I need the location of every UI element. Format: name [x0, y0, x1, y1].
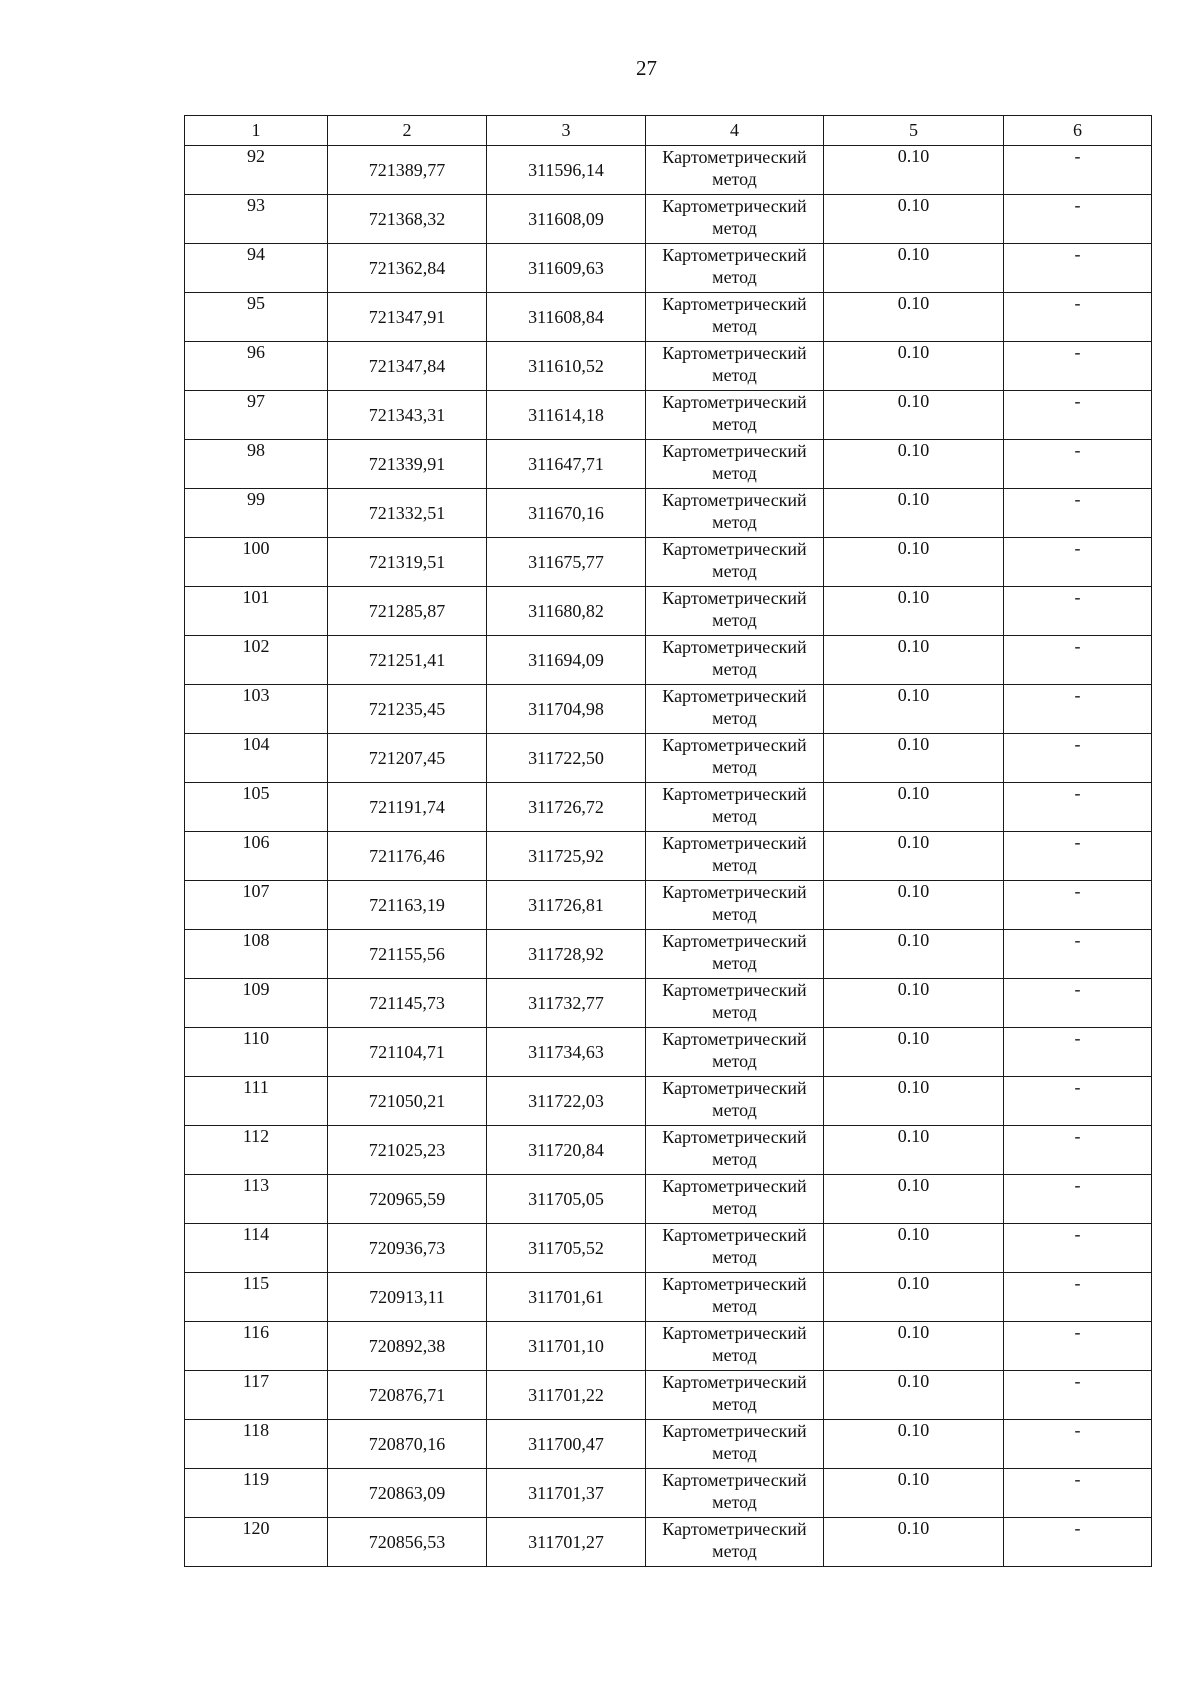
- note-cell: -: [1004, 440, 1152, 489]
- note-cell: -: [1004, 293, 1152, 342]
- coordinate-x-cell: 720892,38: [328, 1322, 487, 1371]
- coordinate-y-cell: 311722,03: [487, 1077, 646, 1126]
- method-cell: [646, 195, 824, 244]
- point-number-cell: 115: [185, 1273, 328, 1322]
- table-row: [185, 881, 1152, 930]
- method-cell: [646, 832, 824, 881]
- coordinate-x-cell: 721163,19: [328, 881, 487, 930]
- method-line-1: Картометрический: [662, 1470, 807, 1490]
- note-cell: -: [1004, 636, 1152, 685]
- coordinate-y-cell: 311675,77: [487, 538, 646, 587]
- point-number-cell: 117: [185, 1371, 328, 1420]
- note-cell: -: [1004, 930, 1152, 979]
- accuracy-cell: 0.10: [824, 1028, 1004, 1077]
- accuracy-cell: 0.10: [824, 1371, 1004, 1420]
- accuracy-cell: 0.10: [824, 832, 1004, 881]
- method-line-2: метод: [712, 1296, 757, 1316]
- table-row: [185, 293, 1152, 342]
- table-row: [185, 587, 1152, 636]
- method-cell: [646, 1518, 824, 1567]
- coordinate-x-cell: 721389,77: [328, 146, 487, 195]
- coordinate-x-cell: 721050,21: [328, 1077, 487, 1126]
- coordinate-x-cell: 721251,41: [328, 636, 487, 685]
- method-line-2: метод: [712, 1247, 757, 1267]
- coordinate-y-cell: 311647,71: [487, 440, 646, 489]
- note-cell: -: [1004, 1126, 1152, 1175]
- coordinate-y-cell: 311608,84: [487, 293, 646, 342]
- point-number-cell: 110: [185, 1028, 328, 1077]
- accuracy-cell: 0.10: [824, 1175, 1004, 1224]
- method-line-1: Картометрический: [662, 735, 807, 755]
- method-cell: [646, 979, 824, 1028]
- method-line-2: метод: [712, 316, 757, 336]
- coordinate-x-cell: 720913,11: [328, 1273, 487, 1322]
- coordinate-x-cell: 721145,73: [328, 979, 487, 1028]
- table-row: [185, 1518, 1152, 1567]
- accuracy-cell: 0.10: [824, 1469, 1004, 1518]
- note-cell: -: [1004, 342, 1152, 391]
- column-header: 3: [487, 116, 646, 146]
- method-cell: [646, 440, 824, 489]
- accuracy-cell: 0.10: [824, 685, 1004, 734]
- coordinate-y-cell: 311614,18: [487, 391, 646, 440]
- point-number-cell: 119: [185, 1469, 328, 1518]
- accuracy-cell: 0.10: [824, 195, 1004, 244]
- method-line-1: Картометрический: [662, 1225, 807, 1245]
- method-line-1: Картометрический: [662, 1274, 807, 1294]
- table-row: [185, 832, 1152, 881]
- method-line-2: метод: [712, 1345, 757, 1365]
- column-header: 1: [185, 116, 328, 146]
- method-cell: [646, 783, 824, 832]
- note-cell: -: [1004, 391, 1152, 440]
- table-row: [185, 391, 1152, 440]
- method-cell: [646, 146, 824, 195]
- table-header-row: [185, 116, 1152, 146]
- method-line-1: Картометрический: [662, 1421, 807, 1441]
- coordinate-x-cell: 721319,51: [328, 538, 487, 587]
- coordinate-x-cell: 721104,71: [328, 1028, 487, 1077]
- method-line-1: Картометрический: [662, 588, 807, 608]
- note-cell: -: [1004, 1224, 1152, 1273]
- method-cell: [646, 391, 824, 440]
- method-cell: [646, 930, 824, 979]
- table-row: [185, 342, 1152, 391]
- point-number-cell: 100: [185, 538, 328, 587]
- method-cell: [646, 1077, 824, 1126]
- point-number-cell: 114: [185, 1224, 328, 1273]
- point-number-cell: 99: [185, 489, 328, 538]
- accuracy-cell: 0.10: [824, 293, 1004, 342]
- method-line-2: метод: [712, 365, 757, 385]
- method-cell: [646, 881, 824, 930]
- coordinate-y-cell: 311701,37: [487, 1469, 646, 1518]
- method-line-1: Картометрический: [662, 686, 807, 706]
- point-number-cell: 94: [185, 244, 328, 293]
- method-cell: [646, 685, 824, 734]
- method-line-1: Картометрический: [662, 343, 807, 363]
- method-line-2: метод: [712, 1198, 757, 1218]
- method-line-1: Картометрический: [662, 245, 807, 265]
- coordinate-x-cell: 721347,91: [328, 293, 487, 342]
- method-line-1: Картометрический: [662, 931, 807, 951]
- point-number-cell: 109: [185, 979, 328, 1028]
- column-header: 2: [328, 116, 487, 146]
- coordinate-y-cell: 311701,61: [487, 1273, 646, 1322]
- coordinate-y-cell: 311670,16: [487, 489, 646, 538]
- method-line-1: Картометрический: [662, 1127, 807, 1147]
- note-cell: -: [1004, 1077, 1152, 1126]
- coordinate-y-cell: 311608,09: [487, 195, 646, 244]
- accuracy-cell: 0.10: [824, 1322, 1004, 1371]
- accuracy-cell: 0.10: [824, 587, 1004, 636]
- method-line-2: метод: [712, 463, 757, 483]
- note-cell: -: [1004, 1322, 1152, 1371]
- note-cell: -: [1004, 979, 1152, 1028]
- note-cell: -: [1004, 1028, 1152, 1077]
- point-number-cell: 106: [185, 832, 328, 881]
- accuracy-cell: 0.10: [824, 489, 1004, 538]
- method-cell: [646, 636, 824, 685]
- method-cell: [646, 1175, 824, 1224]
- accuracy-cell: 0.10: [824, 440, 1004, 489]
- note-cell: -: [1004, 1420, 1152, 1469]
- table-row: [185, 1273, 1152, 1322]
- coordinate-y-cell: 311720,84: [487, 1126, 646, 1175]
- accuracy-cell: 0.10: [824, 1273, 1004, 1322]
- coordinate-y-cell: 311705,05: [487, 1175, 646, 1224]
- coordinate-y-cell: 311609,63: [487, 244, 646, 293]
- accuracy-cell: 0.10: [824, 146, 1004, 195]
- table-row: [185, 1420, 1152, 1469]
- point-number-cell: 105: [185, 783, 328, 832]
- method-line-1: Картометрический: [662, 833, 807, 853]
- coordinate-y-cell: 311700,47: [487, 1420, 646, 1469]
- table-row: [185, 1322, 1152, 1371]
- method-line-2: метод: [712, 659, 757, 679]
- coordinate-x-cell: 720870,16: [328, 1420, 487, 1469]
- method-line-2: метод: [712, 218, 757, 238]
- accuracy-cell: 0.10: [824, 538, 1004, 587]
- note-cell: -: [1004, 1175, 1152, 1224]
- point-number-cell: 92: [185, 146, 328, 195]
- point-number-cell: 97: [185, 391, 328, 440]
- accuracy-cell: 0.10: [824, 979, 1004, 1028]
- table-row: [185, 440, 1152, 489]
- point-number-cell: 102: [185, 636, 328, 685]
- table-row: [185, 146, 1152, 195]
- method-line-2: метод: [712, 953, 757, 973]
- coordinate-x-cell: 720863,09: [328, 1469, 487, 1518]
- table-row: [185, 538, 1152, 587]
- table-row: [185, 489, 1152, 538]
- method-line-1: Картометрический: [662, 539, 807, 559]
- table-row: [185, 195, 1152, 244]
- method-cell: [646, 1028, 824, 1077]
- method-cell: [646, 734, 824, 783]
- coordinate-x-cell: 721339,91: [328, 440, 487, 489]
- method-line-1: Картометрический: [662, 1078, 807, 1098]
- coordinate-x-cell: 720876,71: [328, 1371, 487, 1420]
- note-cell: -: [1004, 244, 1152, 293]
- coordinate-x-cell: 721362,84: [328, 244, 487, 293]
- coordinate-x-cell: 721368,32: [328, 195, 487, 244]
- note-cell: -: [1004, 685, 1152, 734]
- method-line-1: Картометрический: [662, 196, 807, 216]
- method-line-2: метод: [712, 1149, 757, 1169]
- method-cell: [646, 1273, 824, 1322]
- method-line-1: Картометрический: [662, 147, 807, 167]
- accuracy-cell: 0.10: [824, 1077, 1004, 1126]
- column-header: 6: [1004, 116, 1152, 146]
- note-cell: -: [1004, 1518, 1152, 1567]
- note-cell: -: [1004, 538, 1152, 587]
- method-line-2: метод: [712, 267, 757, 287]
- table-row: [185, 636, 1152, 685]
- accuracy-cell: 0.10: [824, 391, 1004, 440]
- method-line-1: Картометрический: [662, 490, 807, 510]
- method-cell: [646, 293, 824, 342]
- method-line-1: Картометрический: [662, 784, 807, 804]
- accuracy-cell: 0.10: [824, 1420, 1004, 1469]
- point-number-cell: 103: [185, 685, 328, 734]
- coordinate-y-cell: 311726,81: [487, 881, 646, 930]
- method-cell: [646, 1469, 824, 1518]
- coordinate-y-cell: 311680,82: [487, 587, 646, 636]
- coordinate-y-cell: 311705,52: [487, 1224, 646, 1273]
- point-number-cell: 120: [185, 1518, 328, 1567]
- accuracy-cell: 0.10: [824, 1126, 1004, 1175]
- point-number-cell: 118: [185, 1420, 328, 1469]
- note-cell: -: [1004, 734, 1152, 783]
- method-line-1: Картометрический: [662, 1176, 807, 1196]
- note-cell: -: [1004, 783, 1152, 832]
- method-line-1: Картометрический: [662, 294, 807, 314]
- coordinate-x-cell: 721191,74: [328, 783, 487, 832]
- point-number-cell: 116: [185, 1322, 328, 1371]
- note-cell: -: [1004, 195, 1152, 244]
- table-row: [185, 1077, 1152, 1126]
- accuracy-cell: 0.10: [824, 244, 1004, 293]
- coordinate-x-cell: 721332,51: [328, 489, 487, 538]
- method-line-1: Картометрический: [662, 1519, 807, 1539]
- point-number-cell: 95: [185, 293, 328, 342]
- coordinate-y-cell: 311701,22: [487, 1371, 646, 1420]
- note-cell: -: [1004, 881, 1152, 930]
- coordinate-y-cell: 311734,63: [487, 1028, 646, 1077]
- coordinate-x-cell: 721207,45: [328, 734, 487, 783]
- coordinate-x-cell: 720856,53: [328, 1518, 487, 1567]
- table-row: [185, 1469, 1152, 1518]
- coordinate-x-cell: 720936,73: [328, 1224, 487, 1273]
- method-cell: [646, 1224, 824, 1273]
- method-cell: [646, 342, 824, 391]
- column-header: 4: [646, 116, 824, 146]
- coordinates-table: [184, 115, 1152, 1567]
- coordinate-y-cell: 311596,14: [487, 146, 646, 195]
- coordinate-x-cell: 721176,46: [328, 832, 487, 881]
- coordinate-y-cell: 311701,27: [487, 1518, 646, 1567]
- table-row: [185, 783, 1152, 832]
- accuracy-cell: 0.10: [824, 1224, 1004, 1273]
- method-line-2: метод: [712, 610, 757, 630]
- coordinate-y-cell: 311701,10: [487, 1322, 646, 1371]
- table-row: [185, 1028, 1152, 1077]
- coordinate-x-cell: 720965,59: [328, 1175, 487, 1224]
- method-cell: [646, 1371, 824, 1420]
- note-cell: -: [1004, 587, 1152, 636]
- point-number-cell: 98: [185, 440, 328, 489]
- point-number-cell: 93: [185, 195, 328, 244]
- method-cell: [646, 1322, 824, 1371]
- table-row: [185, 1224, 1152, 1273]
- coordinate-y-cell: 311732,77: [487, 979, 646, 1028]
- method-cell: [646, 244, 824, 293]
- coordinate-y-cell: 311704,98: [487, 685, 646, 734]
- method-line-2: метод: [712, 1541, 757, 1561]
- table-body: [185, 146, 1152, 1567]
- point-number-cell: 104: [185, 734, 328, 783]
- point-number-cell: 113: [185, 1175, 328, 1224]
- method-line-2: метод: [712, 1002, 757, 1022]
- table-row: [185, 734, 1152, 783]
- coordinate-y-cell: 311725,92: [487, 832, 646, 881]
- method-cell: [646, 1126, 824, 1175]
- method-line-2: метод: [712, 904, 757, 924]
- method-line-2: метод: [712, 1443, 757, 1463]
- accuracy-cell: 0.10: [824, 636, 1004, 685]
- method-line-2: метод: [712, 757, 757, 777]
- coordinate-x-cell: 721235,45: [328, 685, 487, 734]
- coordinate-y-cell: 311722,50: [487, 734, 646, 783]
- note-cell: -: [1004, 832, 1152, 881]
- accuracy-cell: 0.10: [824, 1518, 1004, 1567]
- method-line-2: метод: [712, 561, 757, 581]
- note-cell: -: [1004, 1371, 1152, 1420]
- method-line-2: метод: [712, 855, 757, 875]
- table-row: [185, 1175, 1152, 1224]
- note-cell: -: [1004, 1469, 1152, 1518]
- point-number-cell: 112: [185, 1126, 328, 1175]
- method-line-2: метод: [712, 1051, 757, 1071]
- method-cell: [646, 489, 824, 538]
- method-cell: [646, 1420, 824, 1469]
- coordinate-x-cell: 721347,84: [328, 342, 487, 391]
- method-line-1: Картометрический: [662, 1372, 807, 1392]
- method-line-1: Картометрический: [662, 392, 807, 412]
- table-row: [185, 685, 1152, 734]
- method-line-1: Картометрический: [662, 1029, 807, 1049]
- coordinate-y-cell: 311610,52: [487, 342, 646, 391]
- method-line-2: метод: [712, 708, 757, 728]
- table-row: [185, 979, 1152, 1028]
- method-line-2: метод: [712, 512, 757, 532]
- note-cell: -: [1004, 146, 1152, 195]
- note-cell: -: [1004, 489, 1152, 538]
- method-line-1: Картометрический: [662, 882, 807, 902]
- method-line-2: метод: [712, 806, 757, 826]
- table-row: [185, 930, 1152, 979]
- point-number-cell: 107: [185, 881, 328, 930]
- method-line-2: метод: [712, 169, 757, 189]
- column-header: 5: [824, 116, 1004, 146]
- method-line-1: Картометрический: [662, 980, 807, 1000]
- method-cell: [646, 587, 824, 636]
- method-line-2: метод: [712, 1100, 757, 1120]
- coordinate-y-cell: 311726,72: [487, 783, 646, 832]
- method-line-1: Картометрический: [662, 637, 807, 657]
- table-row: [185, 1126, 1152, 1175]
- coordinate-y-cell: 311694,09: [487, 636, 646, 685]
- page-number: 27: [636, 56, 657, 80]
- accuracy-cell: 0.10: [824, 881, 1004, 930]
- note-cell: -: [1004, 1273, 1152, 1322]
- point-number-cell: 111: [185, 1077, 328, 1126]
- coordinate-x-cell: 721155,56: [328, 930, 487, 979]
- point-number-cell: 108: [185, 930, 328, 979]
- coordinate-y-cell: 311728,92: [487, 930, 646, 979]
- method-line-2: метод: [712, 1492, 757, 1512]
- method-line-2: метод: [712, 1394, 757, 1414]
- method-line-2: метод: [712, 414, 757, 434]
- coordinate-x-cell: 721285,87: [328, 587, 487, 636]
- method-line-1: Картометрический: [662, 441, 807, 461]
- method-cell: [646, 538, 824, 587]
- method-line-1: Картометрический: [662, 1323, 807, 1343]
- table-row: [185, 1371, 1152, 1420]
- accuracy-cell: 0.10: [824, 930, 1004, 979]
- table-row: [185, 244, 1152, 293]
- coordinate-x-cell: 721025,23: [328, 1126, 487, 1175]
- accuracy-cell: 0.10: [824, 783, 1004, 832]
- coordinate-x-cell: 721343,31: [328, 391, 487, 440]
- accuracy-cell: 0.10: [824, 734, 1004, 783]
- point-number-cell: 96: [185, 342, 328, 391]
- point-number-cell: 101: [185, 587, 328, 636]
- accuracy-cell: 0.10: [824, 342, 1004, 391]
